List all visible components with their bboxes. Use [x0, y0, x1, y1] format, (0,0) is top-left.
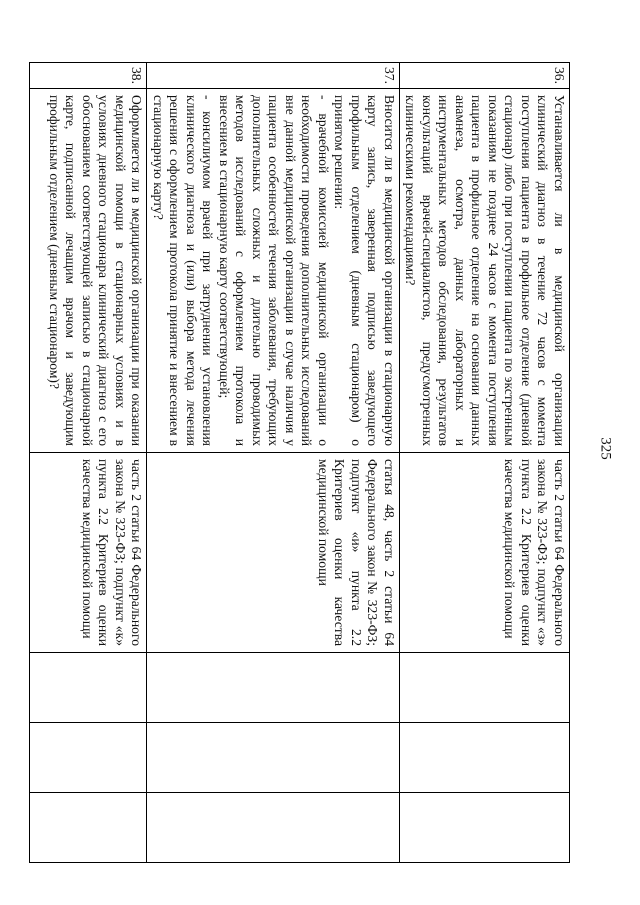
question-cell: Вносится ли в медицинской организации в стационарную карту запись, заверенная подписью заведующего профильным отделением (дневным стационаром) о принятом решении: - врачебной комиссией медицинской организации о необходимости проведения дополнительных исследований вне данной медицинской организации в случае наличия у пациента особенностей течения заболевания, требующих дополнительных сложных и длительно проводимых методов исследований с оформлением протокола и внесением в стационарную карту соответствующей; - консилиумом врачей при затруднении установления клинического диагноза и (или) выбора метода лечения решения с оформлением протокола принятие и внесением в стационарную карту? [147, 89, 400, 453]
answer-no-cell[interactable] [147, 723, 400, 793]
row-number: 38. [30, 63, 147, 89]
answer-yes-cell[interactable] [400, 653, 570, 723]
table-row [147, 63, 400, 863]
answer-na-cell[interactable] [147, 793, 400, 863]
table-row [400, 63, 570, 863]
law-reference-cell: часть 2 статьи 64 Федерального закона № 323-ФЗ; подпункт «з» пункта 2.2 Критериев оценки качества медицинской помощи [400, 453, 570, 653]
question-cell: Устанавливается ли в медицинской организации клинический диагноз в течение 72 часов с момента поступления пациента в профильное отделение (дневной стационар) либо при поступлении пациента по экстренным показаниям не позднее 24 часов с момента поступления пациента в профильное отделение на основании данных анамнеза, осмотра, данных лабораторных и инструментальных методов обследования, результатов консультаций врачей-специалистов, предусмотренных клиническими рекомендациями? [400, 89, 570, 453]
answer-yes-cell[interactable] [30, 653, 147, 723]
table-row [30, 63, 147, 863]
rotated-table-container [47, 62, 570, 862]
law-reference-cell: часть 2 статьи 64 Федерального закона № 323-ФЗ; подпункт «к» пункта 2.2 Критериев оценки качества медицинской помощи [30, 453, 147, 653]
row-number: 36. [400, 63, 570, 89]
answer-no-cell[interactable] [30, 723, 147, 793]
question-cell: Оформляется ли в медицинской организации при оказании медицинской помощи в стационарных условиях и в условиях дневного стационара клинический диагноз с его обоснованием соответствующей записью в стационарной карте, подписанной лечащим врачом и заведующим профильным отделением (дневным стационаром)? [30, 89, 147, 453]
answer-no-cell[interactable] [400, 723, 570, 793]
answer-na-cell[interactable] [30, 793, 147, 863]
answer-yes-cell[interactable] [147, 653, 400, 723]
page-number: 325 [597, 437, 614, 460]
checklist-table [30, 62, 571, 863]
answer-na-cell[interactable] [400, 793, 570, 863]
row-number: 37. [147, 63, 400, 89]
law-reference-cell: статья 48, часть 2 статьи 64 Федерального закон № 323-ФЗ; подпункт «и» пункта 2.2 Критериев оценки качества медицинской помощи [147, 453, 400, 653]
